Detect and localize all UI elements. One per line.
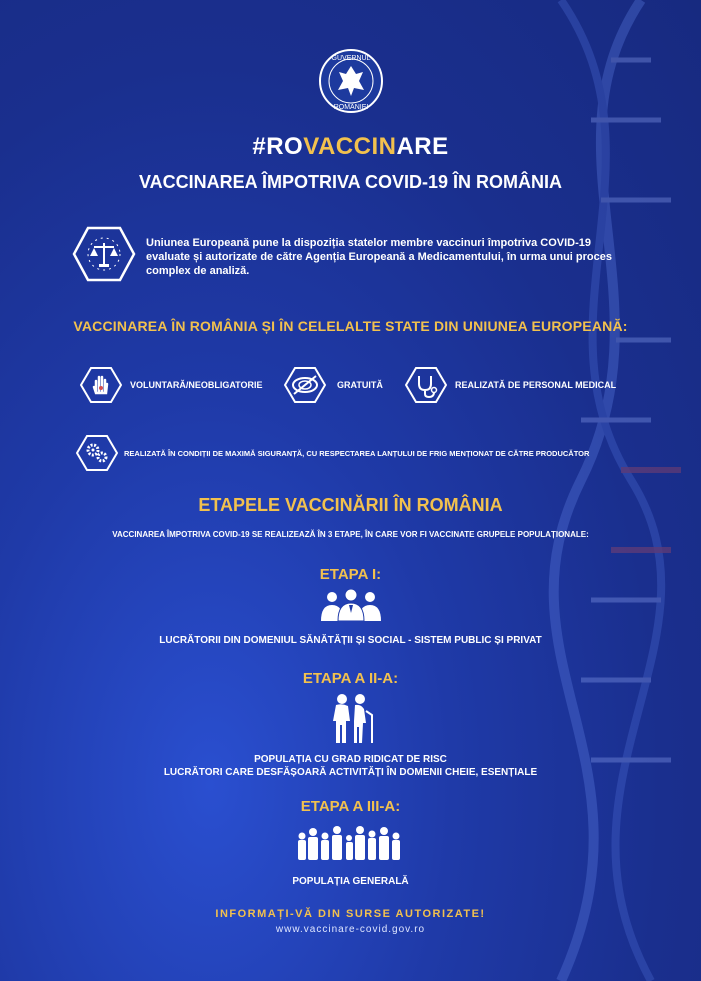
stage-1-description: LUCRĂTORII DIN DOMENIUL SĂNĂTĂȚII ȘI SOCIAL - SISTEM PUBLIC ȘI PRIVAT <box>159 635 542 646</box>
hashtag-highlight: VACCIN <box>303 133 397 160</box>
feature-free-label: GRATUITĂ <box>337 380 383 390</box>
page-title: VACCINAREA ÎMPOTRIVA COVID-19 ÎN ROMÂNIA <box>138 172 563 192</box>
medical-workers-icon <box>318 589 384 621</box>
footer-notice: INFORMAȚI-VĂ DIN SURSE AUTORIZATE! <box>215 908 486 920</box>
seal-text-bottom: ROMÂNIEI <box>333 104 369 111</box>
raised-hand-icon <box>80 367 122 403</box>
hashtag-prefix: #RO <box>252 133 304 160</box>
stage-3-title: ETAPA A III-A: <box>300 798 401 815</box>
features-heading: VACCINAREA ÎN ROMÂNIA ȘI ÎN CELELALTE STATE DIN UNIUNEA EUROPEANĂ: <box>73 318 628 334</box>
footer-url-link[interactable]: www.vaccinare-covid.gov.ro <box>275 924 426 935</box>
hashtag-heading <box>0 133 701 161</box>
stages-description: VACCINAREA ÎMPOTRIVA COVID-19 SE REALIZEAZĂ ÎN 3 ETAPE, ÎN CARE VOR FI VACCINATE GRUPELE POPULAȚIONALE: <box>112 530 589 539</box>
feature-voluntary-label: VOLUNTARĂ/NEOBLIGATORIE <box>130 380 263 390</box>
eu-justice-icon <box>72 226 136 282</box>
hashtag-suffix: ARE <box>396 133 449 160</box>
government-seal-logo <box>318 48 384 114</box>
crowd-icon <box>296 822 406 860</box>
feature-medical-staff-label: REALIZATĂ DE PERSONAL MEDICAL <box>455 380 617 390</box>
feature-safety-label: REALIZATĂ ÎN CONDIȚII DE MAXIMĂ SIGURANȚĂ, CU RESPECTAREA LANȚULUI DE FRIG MENȚIONAT DE CĂTRE PRODUCĂTOR <box>124 449 590 458</box>
stethoscope-icon <box>405 367 447 403</box>
no-money-icon <box>284 367 326 403</box>
seal-text-top: GUVERNUL <box>331 55 371 62</box>
gears-icon <box>76 435 118 471</box>
stage-2-description-line-1: POPULAȚIA CU GRAD RIDICAT DE RISC <box>254 754 447 765</box>
stage-2-description-line-2: LUCRĂTORI CARE DESFĂȘOARĂ ACTIVITĂȚI ÎN DOMENII CHEIE, ESENȚIALE <box>163 767 538 778</box>
elderly-couple-icon <box>328 693 374 743</box>
stage-1-title: ETAPA I: <box>319 566 382 583</box>
stage-2-title: ETAPA A II-A: <box>302 670 399 687</box>
stages-heading: ETAPELE VACCINĂRII ÎN ROMÂNIA <box>198 495 503 515</box>
stage-3-description: POPULAȚIA GENERALĂ <box>292 876 409 887</box>
eu-info-text: Uniunea Europeană pune la dispoziția statelor membre vaccinuri împotriva COVID-19 evaluate și autorizate de către Agenția Europeană a Medicamentului, în urma unui proces complex de analiză. <box>146 237 612 277</box>
